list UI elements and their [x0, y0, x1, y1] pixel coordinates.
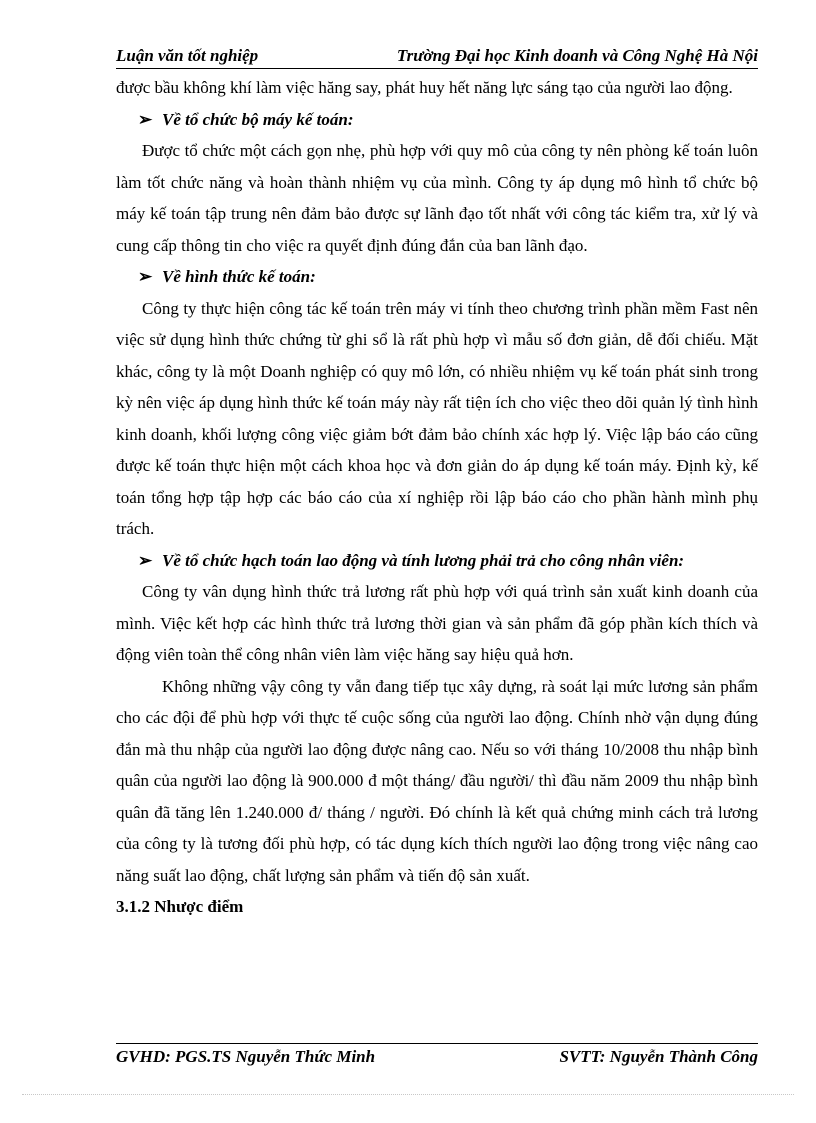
subheading-text: Về hình thức kế toán:: [162, 267, 316, 286]
page-header: [116, 44, 758, 69]
paragraph-income-increase: Không những vậy công ty vẫn đang tiếp tục xây dựng, rà soát lại mức lương sản phẩm cho các đội để phù hợp với thực tế cuộc sống của người lao động. Chính nhờ vận dụng đúng đắn mà thu nhập của người lao động được nâng cao. Nếu so với tháng 10/2008 thu nhập bình quân của người lao động là 900.000 đ một tháng/ đầu người/ thì đầu năm 2009 thu nhập bình quân đã tăng lên 1.240.000 đ/ tháng / người. Đó chính là kết quả chứng minh cách trả lương của công ty là tương đối phù hợp, có tác dụng kích thích người lao động trong việc nâng cao năng suất lao động, chất lượng sản phẩm và tiến độ sản xuất.: [116, 676, 758, 885]
subheading-text: Về tổ chức bộ máy kế toán:: [162, 109, 354, 129]
header-thesis-label: Luận văn tốt nghiệp: [116, 46, 259, 65]
footer-student: SVTT: Nguyễn Thành Công: [559, 1047, 758, 1066]
paragraph-accounting-organization: Được tổ chức một cách gọn nhẹ, phù hợp với quy mô của công ty nên phòng kế toán luôn làm tốt chức năng và hoàn thành nhiệm vụ của mình. Công ty áp dụng mô hình tổ chức bộ máy kế toán tập trung nên đảm bảo được sự lãnh đạo tốt nhất với công tác kiểm tra, xử lý và cung cấp thông tin cho việc ra quyết định đúng đắn của ban lãnh đạo.: [116, 141, 758, 255]
section-heading-disadvantages: 3.1.2 Nhược điểm: [116, 897, 244, 916]
paragraph-accounting-form: Công ty thực hiện công tác kế toán trên máy vi tính theo chương trình phần mềm Fast nên việc sử dụng hình thức chứng từ ghi sổ là rất phù hợp vì mẫu số đơn giản, dễ đối chiếu. Mặt khác, công ty là một Doanh nghiệp có quy mô lớn, có nhiều nhiệm vụ kế toán phát sinh trong kỳ nên việc áp dụng hình thức kế toán máy này rất tiện ích cho việc theo dõi quản lý tình hình kinh doanh, khối lượng công việc giảm bớt đảm bảo chính xác hợp lý. Việc lập báo cáo cũng được kế toán thực hiện một cách khoa học và đơn giản do áp dụng kế toán máy. Định kỳ, kế toán tổng hợp tập hợp các báo cáo của xí nghiệp rồi lập báo cáo cho phần hành mình phụ trách.: [116, 298, 758, 538]
paragraph-continued: được bầu không khí làm việc hăng say, phát huy hết năng lực sáng tạo của người lao động.: [116, 78, 733, 97]
document-body: [116, 72, 758, 923]
arrowhead-bullet-icon: ➢: [138, 109, 153, 129]
arrowhead-bullet-icon: ➢: [138, 267, 153, 286]
header-university-name: Trường Đại học Kinh doanh và Công Nghệ Hà Nội: [396, 46, 758, 65]
footer-supervisor: GVHD: PGS.TS Nguyễn Thức Minh: [116, 1047, 376, 1066]
subheading-accounting-organization: [116, 104, 758, 136]
paragraph-wage-application: Công ty vân dụng hình thức trả lương rất phù hợp với quá trình sản xuất kinh doanh của mình. Việc kết hợp các hình thức trả lương thời gian và sản phẩm đã góp phần kích thích và động viên toàn thể công nhân viên làm việc hăng say hiệu quả hơn.: [116, 582, 758, 664]
arrowhead-bullet-icon: ➢: [138, 550, 153, 570]
subheading-accounting-form: [116, 261, 758, 293]
page-bottom-divider: [22, 1094, 794, 1095]
page-footer: [116, 1043, 758, 1074]
subheading-labor-wages: [116, 545, 758, 577]
subheading-text: Về tổ chức hạch toán lao động và tính lương phải trả cho công nhân viên:: [162, 550, 685, 570]
